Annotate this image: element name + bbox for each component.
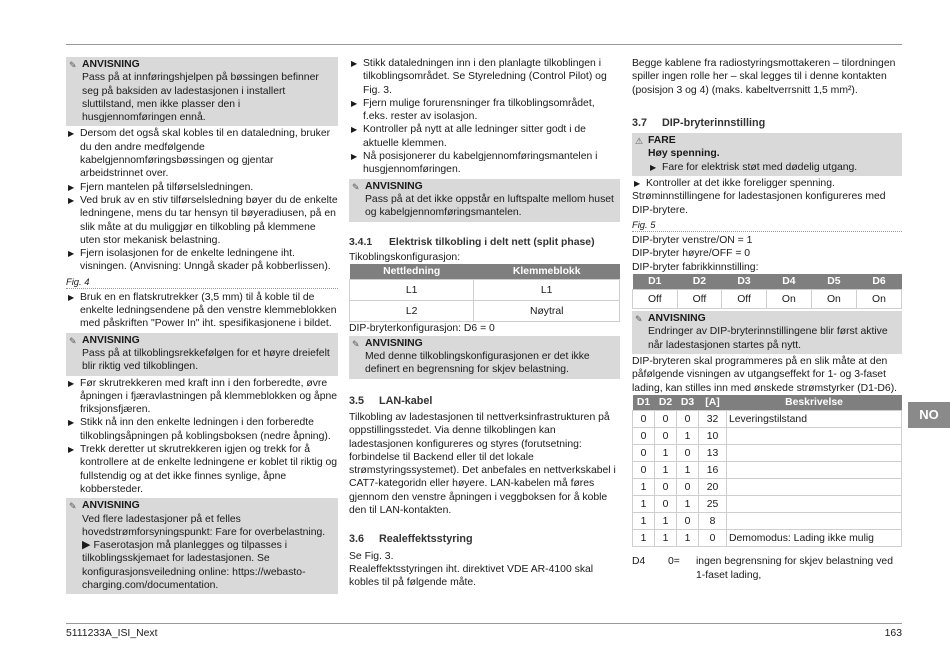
note-heading: ANVISNING: [82, 334, 140, 346]
table-row: [633, 445, 902, 462]
description-cell: Leveringstilstand: [727, 411, 902, 428]
table-header: D4: [766, 274, 811, 290]
table-header: D6: [856, 274, 901, 290]
dip-config: DIP-bryterkonfigurasjon: D6 = 0: [349, 323, 495, 335]
note-box: [66, 57, 338, 126]
paragraph: Realeffektsstyringen iht. direktivet VDE AR-4100 skal kobles til på følgende måte.: [349, 563, 594, 589]
bottom-rule: [66, 623, 902, 624]
description-cell: Demomodus: Lading ikke mulig: [727, 530, 902, 547]
value-cell: 1: [655, 445, 677, 462]
note-subtext: ▶ Faserotasjon må planlegges og tilpasses i tilkoblingsskjemaet for ladestasjonen. Se konfigurasjonsveiledning online: https://webasto-charging.com/documentation.: [82, 539, 306, 591]
value-cell: 0: [633, 411, 655, 428]
table-row: [633, 496, 902, 513]
value-cell: 0: [655, 496, 677, 513]
arrow-icon: ▶: [68, 249, 75, 259]
dip-default-table: [632, 274, 902, 309]
value-cell: 1: [633, 530, 655, 547]
language-badge: NO: [908, 402, 950, 428]
arrow-icon: ▶: [68, 182, 75, 192]
arrow-icon: ▶: [82, 539, 94, 552]
danger-box: [632, 133, 902, 176]
list-item: ▶ Stikk nå inn den enkelte ledningen i den forberedte tilkoblingsåpningen på koblingsboksen (nedre åpning).: [68, 417, 331, 442]
list-item: ▶ Kontroller på nytt at alle ledninger sitter godt i de aktuelle klemmen.: [351, 124, 586, 149]
table-header: D2: [655, 395, 677, 411]
dip-line: DIP-bryter høyre/OFF = 0: [632, 248, 751, 260]
value-cell: 20: [699, 479, 727, 496]
value-cell: 32: [699, 411, 727, 428]
value-cell: 1: [677, 530, 699, 547]
value-cell: 0: [633, 462, 655, 479]
arrow-icon: ▶: [68, 418, 75, 428]
value-cell: 0: [655, 411, 677, 428]
top-rule: [66, 44, 902, 45]
list-item: ▶ Fare for elektrisk støt med dødelig utgang.: [650, 161, 858, 173]
connection-table: [349, 264, 620, 322]
list-item: ▶ Trekk deretter ut skrutrekkeren igjen og trekk for å kontrollere at de enkelte ledningene er koblet til riktig og fullstendig og at det ikke finnes synlige, åpne kobbersteder.: [68, 444, 338, 495]
arrow-icon: ▶: [68, 195, 75, 205]
figure-caption: Fig. 4: [66, 276, 338, 289]
value-cell: 0: [655, 428, 677, 445]
list-item: ▶ Fjern mulige forurensninger fra tilkoblingsområdet, f.eks. rester av isolasjon.: [351, 97, 595, 123]
list-item: ▶ Fjern mantelen på tilførselsledningen.: [68, 181, 254, 193]
section-heading: 3.6 Realeffektsstyring: [349, 533, 473, 546]
note-heading: ANVISNING: [365, 180, 423, 192]
section-heading: 3.7 DIP-bryterinnstilling: [632, 116, 766, 129]
paragraph: Strøminnstillingene for ladestasjonen konfigureres med DIP-brytere.: [632, 191, 886, 216]
pencil-icon: ✎: [352, 338, 360, 349]
note-text: Pass på at innføringshjelpen på bøssingen befinner seg på baksiden av ladestasjonen i installert sluttilstand, men ikke plasser den i husgjennomføringen ennå.: [82, 72, 319, 124]
arrow-icon: ▶: [68, 129, 75, 139]
note-text: Ved flere ladestasjoner på et felles hovedstrømforsyningspunkt: Fare for overbelastning.: [82, 513, 326, 538]
value-cell: 0: [677, 445, 699, 462]
table-row: Off Off Off On On On: [633, 290, 902, 309]
note-heading: ANVISNING: [82, 59, 140, 70]
note-heading: ANVISNING: [365, 337, 423, 349]
warning-icon: ⚠: [635, 136, 644, 147]
arrow-icon: ▶: [351, 125, 358, 135]
table-header: Beskrivelse: [727, 395, 902, 411]
arrow-icon: ▶: [68, 445, 75, 455]
arrow-icon: ▶: [68, 378, 75, 388]
value-cell: 1: [655, 530, 677, 547]
value-cell: 13: [699, 445, 727, 462]
table-row: [633, 411, 902, 428]
value-cell: 8: [699, 513, 727, 530]
dip-line: DIP-bryter venstre/ON = 1: [632, 234, 753, 246]
table-header: D1: [633, 395, 655, 411]
value-cell: 0: [677, 513, 699, 530]
table-row: [633, 513, 902, 530]
value-cell: 1: [655, 513, 677, 530]
note-text: Pass på at det ikke oppstår en luftspalte mellom huset og kabelgjennomføringsmantelen.: [365, 193, 614, 219]
column-left: [66, 57, 338, 595]
note-box: [66, 498, 338, 594]
dip-line: DIP-bryter fabrikkinnstilling:: [632, 261, 759, 273]
page-number: 163: [884, 628, 902, 639]
description-cell: [727, 462, 902, 479]
table-header: Nettledning: [350, 264, 474, 280]
arrow-icon: ▶: [351, 98, 358, 108]
footer-doc-id: 5111233A_ISI_Next: [66, 628, 158, 639]
list-item: ▶ Nå posisjonerer du kabelgjennomføringsmantelen i husgjennomføringen.: [351, 151, 598, 176]
value-cell: 1: [677, 496, 699, 513]
arrow-icon: ▶: [68, 292, 75, 302]
note-heading: ANVISNING: [648, 313, 706, 325]
description-cell: [727, 479, 902, 496]
note-box: [66, 333, 338, 376]
note-text: Pass på at tilkoblingsrekkefølgen for et høyre dreiefelt blir riktig ved tilkoblingen.: [82, 347, 330, 373]
value-cell: 1: [633, 513, 655, 530]
value-cell: 0: [655, 479, 677, 496]
config-label: Tikoblingskonfigurasjon:: [349, 251, 461, 263]
list-item: ▶ Bruk en en flatskrutrekker (3,5 mm) til å koble til de enkelte ledningsendene på den venstre klemmeblokken med påskriften "Power In" iht. spesifikasjonene i bildet.: [68, 291, 337, 330]
value-cell: 1: [655, 462, 677, 479]
description-cell: [727, 445, 902, 462]
danger-subheading: Høy spenning.: [648, 148, 720, 160]
value-cell: 0: [633, 445, 655, 462]
section-heading: 3.5 LAN-kabel: [349, 394, 433, 407]
value-cell: 1: [633, 479, 655, 496]
list-item: ▶ Dersom det også skal kobles til en dataledning, bruker du den andre medfølgende kabelgjennomføringsbøssingen og gjentar arbeidstrinnet over.: [68, 128, 331, 180]
value-cell: 10: [699, 428, 727, 445]
paragraph: Begge kablene fra radiostyringsmottakeren – tilordningen spiller ingen rolle her – skal legges til i denne kontakten (posisjon 3 og 4) (maks. kabeltverrsnitt 1,5 mm²).: [632, 58, 896, 96]
list-item: ▶ Fjern isolasjonen for de enkelte ledningene iht. visningen. (Anvisning: Unngå skader på kobberlissen).: [68, 248, 331, 273]
paragraph: Tilkobling av ladestasjonen til nettverksinfrastrukturen på oppstillingsstedet. Via denne tilkoblingen kan ladestasjonen konfigureres og styres (forutsetning: forbindelse til Backend eller til det lokale strømstyringssystemet). Det anbefales en nettverkskabel i CAT7-kategoridn eller høyere. LAN-kabelen må føres gjennom den venstre åpningen i veggboksen for å koble den til LAN-kontakten.: [349, 411, 616, 517]
table-row: [633, 479, 902, 496]
value-cell: 0: [677, 479, 699, 496]
table-header: D3: [722, 274, 767, 290]
table-row: L1 L1: [350, 280, 620, 301]
value-cell: 25: [699, 496, 727, 513]
value-cell: 0: [677, 411, 699, 428]
note-box: [349, 336, 620, 379]
table-row: L2 Nøytral: [350, 301, 620, 322]
value-cell: 1: [677, 428, 699, 445]
dip-bits-table: [632, 395, 902, 547]
note-text: Endringer av DIP-bryterinnstillingene blir først aktive når ladestasjonen startes på nytt.: [648, 326, 888, 351]
arrow-icon: ▶: [650, 162, 657, 172]
description-cell: [727, 428, 902, 445]
arrow-icon: ▶: [351, 152, 358, 162]
table-header: D2: [677, 274, 722, 290]
table-header: Klemmeblokk: [474, 264, 620, 280]
pencil-icon: ✎: [352, 181, 360, 192]
d4-note: D4 0= ingen begrensning for skjev belastning ved 1-faset lading,: [632, 556, 893, 581]
list-item: ▶ Kontroller at det ikke foreligger spenning.: [634, 178, 835, 190]
arrow-icon: ▶: [351, 59, 358, 68]
table-header: D5: [811, 274, 856, 290]
paragraph: DIP-bryteren skal programmeres på en slik måte at den påfølgende visningen av utgangseffekt for 1- og 3-faset lading, kan stilles inn med ønskede strømstyrker (D1-D6).: [632, 356, 898, 394]
list-item: ▶ Ved bruk av en stiv tilførselsledning bøyer du de enkelte ledningene, mens du tar hensyn til bøyeradiusen, på en slik måte at du muliggjør en tilkobling på klemmene uten stor mekanisk belastning.: [68, 194, 338, 246]
note-heading: ANVISNING: [82, 500, 140, 512]
value-cell: 1: [677, 462, 699, 479]
table-row: [633, 462, 902, 479]
table-header: D1: [633, 274, 678, 290]
description-cell: [727, 496, 902, 513]
paragraph: Se Fig. 3.: [349, 550, 394, 562]
list-item: ▶ Før skrutrekkeren med kraft inn i den forberedte, øvre åpningen i fjæravlastningen på klemmeblokken og åpne friksjonsfjæren.: [68, 377, 338, 416]
description-cell: [727, 513, 902, 530]
figure-caption: Fig. 5: [632, 219, 902, 232]
column-right: [632, 57, 902, 582]
pencil-icon: ✎: [635, 314, 643, 325]
note-box: [349, 179, 620, 222]
section-heading: 3.4.1 Elektrisk tilkobling i delt nett (split phase): [349, 236, 595, 248]
value-cell: 1: [633, 496, 655, 513]
table-header: D3: [677, 395, 699, 411]
danger-heading: FARE: [648, 135, 676, 147]
note-text: Med denne tilkoblingskonfigurasjonen er det ikke definert en begrensning for skjev belastning.: [365, 351, 590, 376]
pencil-icon: ✎: [69, 335, 77, 346]
arrow-icon: ▶: [634, 179, 641, 189]
value-cell: 0: [633, 428, 655, 445]
column-middle: [349, 57, 620, 590]
bits-table-body: [633, 411, 902, 547]
table-header: [A]: [699, 395, 727, 411]
pencil-icon: ✎: [69, 60, 77, 70]
value-cell: 16: [699, 462, 727, 479]
list-item: ▶ Stikk dataledningen inn i den planlagte tilkoblingen i tilkoblingsområdet. Se Styreledning (Control Pilot) og Fig. 3.: [351, 58, 607, 96]
table-row: [633, 428, 902, 445]
pencil-icon: ✎: [69, 501, 77, 512]
table-row: [633, 530, 902, 547]
note-box: [632, 311, 902, 354]
value-cell: 0: [699, 530, 727, 547]
